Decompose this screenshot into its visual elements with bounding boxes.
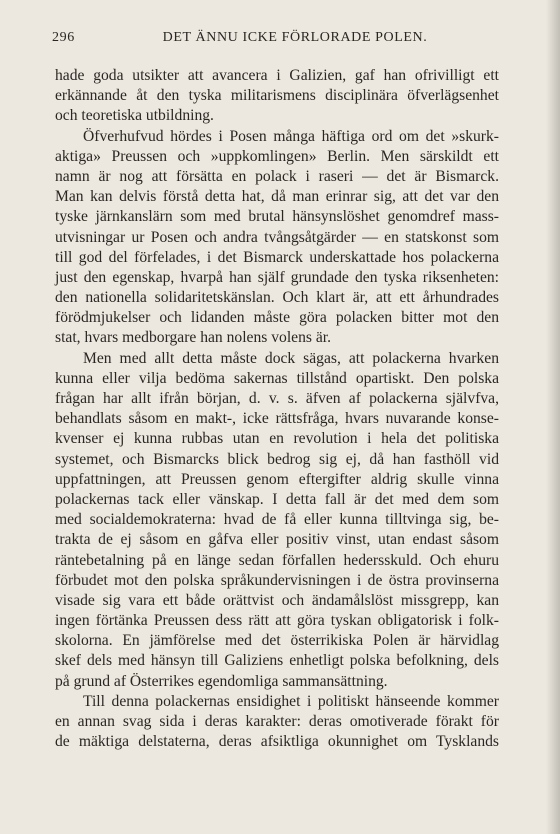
text-line: med socialdemokraterna: hvad de få eller kunna tilltvinga sig, be- <box>55 511 499 529</box>
text-line: trakta de ej såsom en gåfva eller positiv vinst, utan endast såsom <box>55 531 499 549</box>
text-line: uppfattningen, att Preussen genom eftergifter aldrig skulle vinna <box>55 470 499 488</box>
text-line: de mäktiga delstaterna, deras afsiktliga okunnighet om Tysklands <box>55 733 499 751</box>
running-head: DET ÄNNU ICKE FÖRLORADE POLEN. <box>162 30 428 45</box>
text-line: stat, hvars medborgare han nolens volens är. <box>55 329 331 347</box>
text-line: tyske järnkanslärn som med brutal hänsynslöshet genomdref mass- <box>55 208 499 226</box>
text-line: förödmjukelser och lidanden måste göra polacken bitter mot den <box>55 309 499 327</box>
text-line: kunna eller vilja bedöma sakernas tillstånd opartiskt. Den polska <box>55 369 499 387</box>
text-line: kvenser ej kunna rubbas utan en revolution i hela det politiska <box>55 430 499 448</box>
page-header <box>52 30 498 50</box>
text-line: polackernas tack eller vänskap. I detta fall är det med dem som <box>55 490 499 508</box>
text-line: visade sig vara ett både orättvist och ändamålslöst missgrepp, kan <box>55 591 499 609</box>
text-line: namn är nog att försätta en polack i raseri — det är Bismarck. <box>55 167 499 185</box>
text-line: på grund af Österrikes egendomliga sammansättning. <box>55 672 388 690</box>
page-edge-shadow <box>546 0 560 834</box>
text-line: den nationella solidaritetskänslan. Och klart är, att ett århundrades <box>55 289 499 307</box>
text-line: förbudet mot den polska språkundervisningen i de östra provinserna <box>55 571 499 589</box>
text-line: erkännande åt den tyska militarismens disciplinära öfverlägsenhet <box>55 87 499 105</box>
text-line: systemet, och Bismarcks blick bedrog sig ej, då han fasthöll vid <box>55 450 499 468</box>
text-line: Man kan delvis förstå detta hat, då man erinrar sig, att det var den <box>55 188 499 206</box>
body-text <box>55 66 499 752</box>
text-line: hade goda utsikter att avancera i Galizien, gaf han ofrivilligt ett <box>55 67 499 84</box>
page-number: 296 <box>52 30 75 45</box>
text-line: utvisningar ur Posen och andra tvångsåtgärder — en statskonst som <box>55 228 499 246</box>
text-line: räntebetalning på en länge sedan förfallen hedersskuld. Och ehuru <box>55 551 499 569</box>
text-line: skolorna. En jämförelse med det österrikiska Polen är härvidlag <box>55 632 499 650</box>
text-line: skef dels med hänsyn till Galiziens enhetligt polska befolkning, dels <box>55 652 499 670</box>
text-line: frågan har allt ifrån början, d. v. s. äfven af polackerna självfva, <box>55 390 499 407</box>
text-line: till god del förfelades, i det Bismarck underskattade hos polackerna <box>55 248 499 266</box>
text-line: ingen förtänka Preussen dess rätt att göra tyskan obligatorisk i folk- <box>55 612 499 630</box>
text-line: Till denna polackernas ensidighet i politiskt hänseende kommer <box>83 692 499 710</box>
text-line: Men med allt detta måste dock sägas, att polackerna hvarken <box>83 349 499 367</box>
text-line: och teoretiska utbildning. <box>55 107 214 125</box>
text-line: Öfverhufvud hördes i Posen många häftiga ord om det »skurk- <box>83 127 499 145</box>
text-line: just den egenskap, hvarpå han själf grundade den tyska riksenheten: <box>55 268 499 286</box>
text-line: aktiga» Preussen och »uppkomlingen» Berlin. Men särskildt ett <box>55 147 499 165</box>
text-line: behandlats såsom en makt-, icke rättsfråga, hvars nuvarande konse- <box>55 410 499 428</box>
text-line: en annan svag sida i deras karakter: deras omotiverade förakt för <box>55 713 499 730</box>
